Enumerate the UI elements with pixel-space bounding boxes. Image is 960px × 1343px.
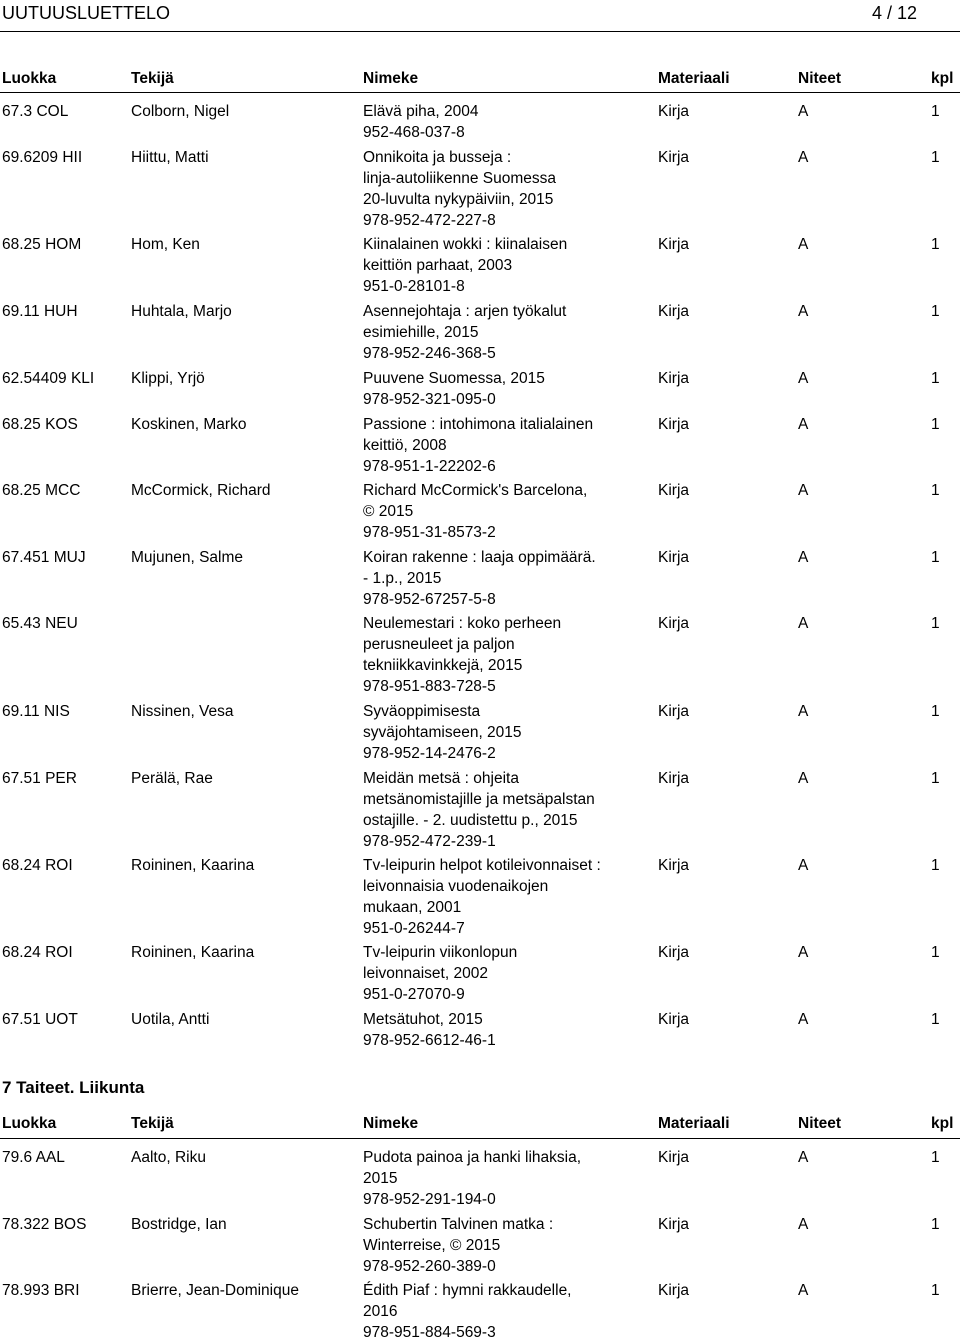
nimeke-cell	[363, 480, 623, 543]
col-header-materiaali: Materiaali	[658, 70, 730, 87]
col-header-materiaali: Materiaali	[658, 1115, 730, 1132]
title-line: Winterreise, © 2015	[363, 1236, 501, 1254]
col-header-nimeke: Nimeke	[363, 1115, 419, 1132]
isbn-line: 978-952-472-239-1	[363, 832, 496, 850]
isbn-line: 978-952-14-2476-2	[363, 744, 496, 762]
nimeke-cell	[363, 1147, 623, 1210]
title-line: perusneuleet ja paljon	[363, 636, 515, 654]
kpl-cell: 1	[931, 302, 940, 320]
columns-rule-2	[0, 1138, 960, 1139]
title-line: Tv-leipurin viikonlopun	[363, 944, 518, 962]
nimeke-cell	[363, 1280, 623, 1343]
title-line: syväjohtamiseen, 2015	[363, 723, 522, 741]
tekija-cell: McCormick, Richard	[131, 482, 271, 500]
title-line: Asennejohtaja : arjen työkalut	[363, 302, 567, 320]
isbn-line: 978-952-246-368-5	[363, 344, 496, 362]
isbn-line: 951-0-28101-8	[363, 278, 465, 296]
section-title: 7 Taiteet. Liikunta	[2, 1078, 145, 1097]
luokka-cell: 78.993 BRI	[2, 1282, 80, 1300]
tekija-cell: Huhtala, Marjo	[131, 302, 232, 320]
nimeke-cell	[363, 613, 623, 697]
nimeke-cell	[363, 855, 623, 939]
luokka-cell: 67.451 MUJ	[2, 548, 86, 566]
materiaali-cell: Kirja	[658, 103, 690, 120]
luokka-cell: 62.54409 KLI	[2, 369, 95, 387]
materiaali-cell: Kirja	[658, 236, 690, 254]
luokka-cell: 78.322 BOS	[2, 1215, 87, 1233]
nimeke-cell	[363, 101, 623, 143]
kpl-cell: 1	[931, 615, 940, 633]
niteet-cell: A	[798, 1149, 809, 1166]
niteet-cell: A	[798, 1215, 809, 1233]
isbn-line: 978-951-31-8573-2	[363, 524, 496, 542]
tekija-cell: Hiittu, Matti	[131, 148, 209, 166]
materiaali-cell: Kirja	[658, 856, 690, 874]
tekija-cell: Brierre, Jean-Dominique	[131, 1282, 299, 1300]
kpl-cell: 1	[931, 1282, 940, 1300]
luokka-cell: 68.25 MCC	[2, 482, 81, 500]
nimeke-cell	[363, 301, 623, 364]
kpl-cell: 1	[931, 702, 940, 720]
luokka-cell: 68.24 ROI	[2, 944, 73, 962]
luokka-cell: 67.51 UOT	[2, 1010, 78, 1028]
kpl-cell: 1	[931, 236, 940, 254]
nimeke-cell	[363, 1214, 623, 1277]
title-line: Neulemestari : koko perheen	[363, 615, 562, 633]
kpl-cell: 1	[931, 415, 940, 433]
title-line: Tv-leipurin helpot kotileivonnaiset :	[363, 856, 601, 874]
niteet-cell: A	[798, 856, 809, 874]
isbn-line: 978-952-321-095-0	[363, 390, 496, 408]
luokka-cell: 67.3 COL	[2, 103, 69, 120]
kpl-cell: 1	[931, 1010, 940, 1028]
luokka-cell: 67.51 PER	[2, 769, 77, 787]
niteet-cell: A	[798, 944, 809, 962]
title-line: Syväoppimisesta	[363, 702, 481, 720]
kpl-cell: 1	[931, 1215, 940, 1233]
kpl-cell: 1	[931, 148, 940, 166]
title-line: Meidän metsä : ohjeita	[363, 769, 519, 787]
col-header-kpl: kpl	[931, 70, 954, 87]
tekija-cell: Klippi, Yrjö	[131, 369, 205, 387]
title-line: Onnikoita ja busseja :	[363, 148, 512, 166]
luokka-cell: 68.25 HOM	[2, 236, 82, 254]
tekija-cell: Aalto, Riku	[131, 1149, 206, 1166]
niteet-cell: A	[798, 369, 809, 387]
niteet-cell: A	[798, 1010, 809, 1028]
materiaali-cell: Kirja	[658, 1010, 690, 1028]
catalog-title: UUTUUSLUETTELO	[2, 3, 171, 23]
isbn-line: 978-952-6612-46-1	[363, 1031, 496, 1049]
title-line: - 1.p., 2015	[363, 569, 442, 587]
nimeke-cell	[363, 768, 623, 852]
col-header-niteet: Niteet	[798, 70, 842, 87]
header-rule	[0, 31, 960, 32]
col-header-tekija: Tekijä	[131, 70, 174, 87]
tekija-cell: Mujunen, Salme	[131, 548, 244, 566]
isbn-line: 978-952-67257-5-8	[363, 590, 496, 608]
kpl-cell: 1	[931, 369, 940, 387]
materiaali-cell: Kirja	[658, 769, 690, 787]
isbn-line: 978-952-291-194-0	[363, 1191, 496, 1208]
tekija-cell: Colborn, Nigel	[131, 103, 230, 120]
luokka-cell: 79.6 AAL	[2, 1149, 65, 1166]
title-line: Richard McCormick's Barcelona,	[363, 482, 588, 500]
title-line: esimiehille, 2015	[363, 323, 479, 341]
luokka-cell: 65.43 NEU	[2, 615, 78, 633]
title-line: linja-autoliikenne Suomessa	[363, 169, 557, 187]
title-line: leivonnaiset, 2002	[363, 965, 488, 983]
luokka-cell: 69.11 NIS	[2, 702, 70, 720]
title-line: mukaan, 2001	[363, 898, 462, 916]
materiaali-cell: Kirja	[658, 1215, 690, 1233]
nimeke-cell	[363, 234, 623, 297]
materiaali-cell: Kirja	[658, 369, 690, 387]
title-line: tekniikkavinkkejä, 2015	[363, 657, 523, 675]
title-line: Elävä piha, 2004	[363, 103, 479, 120]
title-line: keittiö, 2008	[363, 436, 447, 454]
niteet-cell: A	[798, 302, 809, 320]
title-line: © 2015	[363, 503, 414, 521]
luokka-cell: 69.6209 HII	[2, 148, 83, 166]
niteet-cell: A	[798, 236, 809, 254]
niteet-cell: A	[798, 769, 809, 787]
niteet-cell: A	[798, 615, 809, 633]
title-line: 20-luvulta nykypäiviin, 2015	[363, 190, 554, 208]
tekija-cell: Roininen, Kaarina	[131, 944, 255, 962]
title-line: Pudota painoa ja hanki lihaksia,	[363, 1149, 582, 1166]
niteet-cell: A	[798, 1282, 809, 1300]
columns-rule-1	[0, 92, 960, 93]
nimeke-cell	[363, 414, 623, 477]
isbn-line: 978-952-260-389-0	[363, 1257, 496, 1275]
title-line: ostajille. - 2. uudistettu p., 2015	[363, 811, 578, 829]
tekija-cell: Uotila, Antti	[131, 1010, 210, 1028]
isbn-line: 952-468-037-8	[363, 124, 465, 141]
niteet-cell: A	[798, 548, 809, 566]
kpl-cell: 1	[931, 548, 940, 566]
tekija-cell: Hom, Ken	[131, 236, 200, 254]
niteet-cell: A	[798, 702, 809, 720]
isbn-line: 978-951-884-569-3	[363, 1324, 496, 1342]
isbn-line: 951-0-26244-7	[363, 919, 465, 937]
nimeke-cell	[363, 701, 623, 764]
materiaali-cell: Kirja	[658, 148, 690, 166]
isbn-line: 951-0-27070-9	[363, 986, 465, 1004]
nimeke-cell	[363, 1009, 623, 1051]
kpl-cell: 1	[931, 482, 940, 500]
tekija-cell: Nissinen, Vesa	[131, 702, 234, 720]
materiaali-cell: Kirja	[658, 482, 690, 500]
col-header-luokka: Luokka	[2, 70, 57, 87]
tekija-cell: Koskinen, Marko	[131, 415, 247, 433]
nimeke-cell	[363, 368, 623, 410]
col-header-tekija: Tekijä	[131, 1115, 174, 1132]
nimeke-cell	[363, 942, 623, 1005]
niteet-cell: A	[798, 148, 809, 166]
title-line: Passione : intohimona italialainen	[363, 415, 594, 433]
materiaali-cell: Kirja	[658, 1149, 690, 1166]
materiaali-cell: Kirja	[658, 415, 690, 433]
nimeke-cell	[363, 547, 623, 610]
isbn-line: 978-951-883-728-5	[363, 678, 496, 696]
materiaali-cell: Kirja	[658, 944, 690, 962]
niteet-cell: A	[798, 482, 809, 500]
title-line: Schubertin Talvinen matka :	[363, 1215, 554, 1233]
materiaali-cell: Kirja	[658, 302, 690, 320]
luokka-cell: 68.25 KOS	[2, 415, 78, 433]
title-line: metsänomistajille ja metsäpalstan	[363, 790, 595, 808]
niteet-cell: A	[798, 103, 809, 120]
tekija-cell: Roininen, Kaarina	[131, 856, 255, 874]
col-header-niteet: Niteet	[798, 1115, 842, 1132]
title-line: Koiran rakenne : laaja oppimäärä.	[363, 548, 596, 566]
kpl-cell: 1	[931, 769, 940, 787]
niteet-cell: A	[798, 415, 809, 433]
materiaali-cell: Kirja	[658, 1282, 690, 1300]
nimeke-cell	[363, 147, 623, 231]
col-header-kpl: kpl	[931, 1115, 954, 1132]
title-line: leivonnaisia vuodenaikojen	[363, 877, 549, 895]
title-line: 2015	[363, 1170, 398, 1187]
title-line: Édith Piaf : hymni rakkaudelle,	[363, 1282, 572, 1300]
kpl-cell: 1	[931, 103, 940, 120]
materiaali-cell: Kirja	[658, 702, 690, 720]
kpl-cell: 1	[931, 944, 940, 962]
title-line: Metsätuhot, 2015	[363, 1010, 483, 1028]
luokka-cell: 69.11 HUH	[2, 302, 78, 320]
kpl-cell: 1	[931, 856, 940, 874]
kpl-cell: 1	[931, 1149, 940, 1166]
page-number: 4 / 12	[872, 3, 918, 23]
luokka-cell: 68.24 ROI	[2, 856, 73, 874]
tekija-cell: Perälä, Rae	[131, 769, 213, 787]
col-header-luokka: Luokka	[2, 1115, 57, 1132]
isbn-line: 978-952-472-227-8	[363, 211, 496, 229]
isbn-line: 978-951-1-22202-6	[363, 457, 496, 475]
title-line: Puuvene Suomessa, 2015	[363, 369, 545, 387]
col-header-nimeke: Nimeke	[363, 70, 419, 87]
materiaali-cell: Kirja	[658, 615, 690, 633]
title-line: 2016	[363, 1303, 398, 1321]
materiaali-cell: Kirja	[658, 548, 690, 566]
title-line: Kiinalainen wokki : kiinalaisen	[363, 236, 568, 254]
title-line: keittiön parhaat, 2003	[363, 257, 513, 275]
tekija-cell: Bostridge, Ian	[131, 1215, 227, 1233]
